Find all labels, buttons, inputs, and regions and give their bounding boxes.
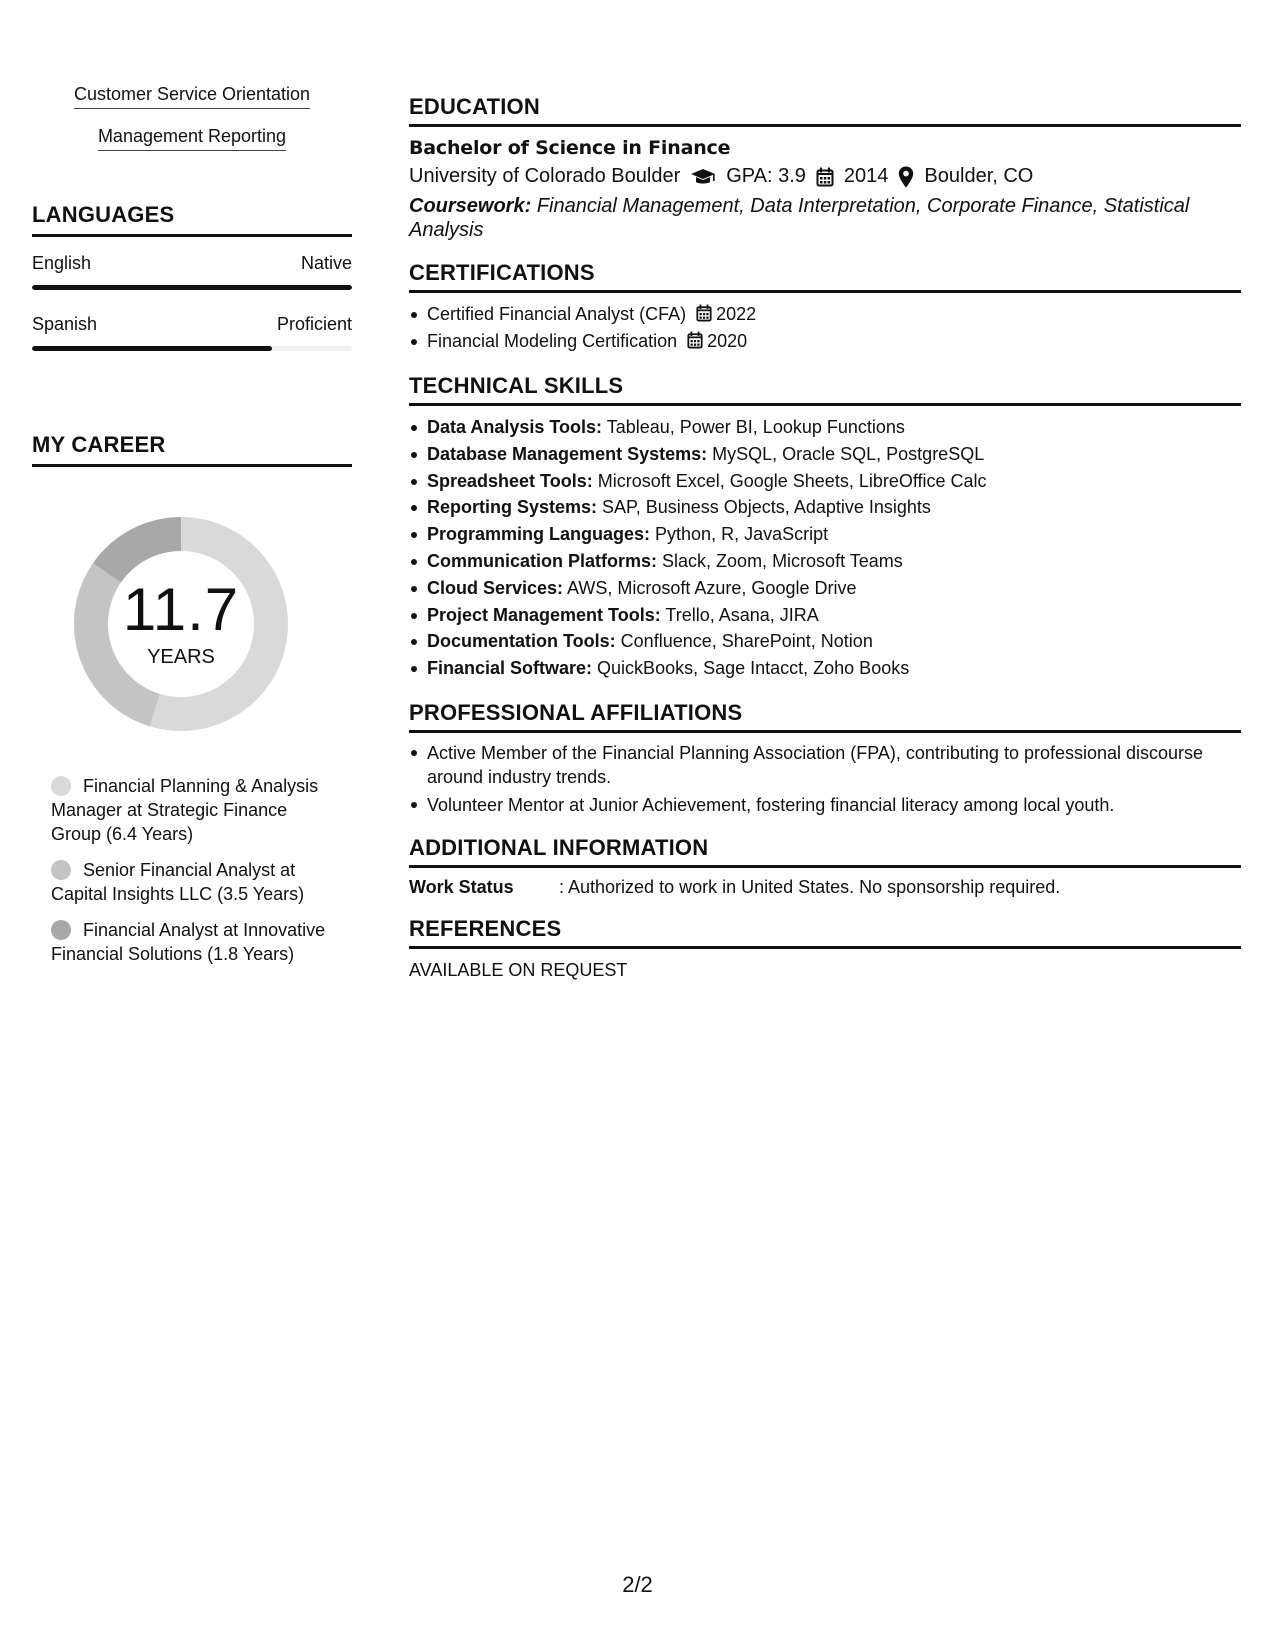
sidebar	[32, 84, 352, 978]
legend-dot	[51, 776, 71, 796]
skill-category: Spreadsheet Tools:	[427, 470, 593, 491]
calendar-icon	[687, 331, 703, 349]
skill-item	[409, 468, 1241, 495]
certifications-heading: CERTIFICATIONS	[409, 260, 1241, 293]
skill-values: SAP, Business Objects, Adaptive Insights	[597, 497, 931, 518]
language-bar-fill	[32, 346, 272, 351]
skill-item	[409, 441, 1241, 468]
additional-info-section	[409, 835, 1241, 898]
certification-name: Certified Financial Analyst (CFA)	[427, 304, 687, 324]
graduation-cap-icon	[690, 168, 716, 186]
work-status-value: : Authorized to work in United States. No sponsorship required.	[559, 876, 1061, 897]
affiliations-list	[409, 741, 1241, 817]
skill-category: Reporting Systems:	[427, 497, 598, 518]
certification-item	[409, 328, 1241, 355]
career-legend-item	[51, 918, 331, 966]
language-row	[32, 314, 352, 335]
school-location: Boulder, CO	[924, 165, 1034, 187]
language-name: Spanish	[32, 314, 98, 334]
education-section	[409, 94, 1241, 242]
skill-values: MySQL, Oracle SQL, PostgreSQL	[707, 443, 985, 464]
work-status-row	[409, 877, 1241, 898]
skill-values: Tableau, Power BI, Lookup Functions	[602, 417, 905, 437]
coursework	[409, 194, 1241, 242]
skill-item	[409, 628, 1241, 655]
skill-customer-service[interactable]: Customer Service Orientation	[74, 84, 310, 109]
languages-heading: LANGUAGES	[32, 202, 352, 237]
language-level: Proficient	[276, 314, 352, 334]
skill-item	[409, 494, 1241, 521]
references-text: AVAILABLE ON REQUEST	[409, 959, 628, 980]
skill-category: Database Management Systems:	[427, 443, 708, 464]
career-total-years: 11.7	[122, 575, 240, 643]
affiliations-section	[409, 700, 1241, 817]
technical-skills-list	[409, 414, 1241, 682]
skill-values: Python, R, JavaScript	[650, 524, 829, 545]
skill-item	[409, 414, 1241, 441]
skill-values: QuickBooks, Sage Intacct, Zoho Books	[592, 658, 910, 679]
skill-item	[409, 521, 1241, 548]
legend-label: Financial Planning & Analysis Manager at Strategic Finance Group (6.4 Years)	[51, 776, 319, 844]
donut-center	[66, 509, 296, 739]
certification-year: 2022	[716, 304, 757, 324]
calendar-icon	[816, 167, 834, 187]
certification-name: Financial Modeling Certification	[427, 331, 678, 351]
skill-category: Documentation Tools:	[427, 631, 616, 652]
career-legend-item	[51, 858, 331, 906]
career-section	[32, 432, 352, 966]
skill-item	[409, 655, 1241, 682]
graduation-year: 2014	[843, 165, 889, 187]
languages-section	[32, 202, 352, 351]
skill-category: Communication Platforms:	[427, 550, 658, 571]
work-status-label: Work Status	[409, 876, 514, 897]
career-legend	[51, 774, 331, 966]
page-number: 2/2	[622, 1572, 653, 1597]
education-meta	[409, 165, 1241, 188]
gpa: GPA: 3.9	[726, 165, 806, 187]
skill-category: Cloud Services:	[427, 577, 564, 598]
career-donut-chart	[66, 509, 296, 739]
references-heading: REFERENCES	[409, 916, 1241, 949]
skill-item	[409, 602, 1241, 629]
coursework-list: Financial Management, Data Interpretation, Corporate Finance, Statistical Analysis	[409, 195, 1190, 241]
additional-info-heading: ADDITIONAL INFORMATION	[409, 835, 1241, 868]
coursework-label: Coursework:	[409, 195, 532, 217]
certification-item	[409, 301, 1241, 328]
location-pin-icon	[898, 166, 914, 188]
certifications-list	[409, 301, 1241, 355]
career-legend-item	[51, 774, 331, 846]
legend-dot	[51, 920, 71, 940]
certification-year: 2020	[707, 331, 748, 351]
skill-item	[409, 548, 1241, 575]
skill-category: Programming Languages:	[427, 524, 651, 545]
school-name: University of Colorado Boulder	[409, 165, 681, 187]
career-total-unit: YEARS	[147, 645, 215, 668]
main-content	[409, 94, 1241, 981]
legend-dot	[51, 860, 71, 880]
affiliation-item: Volunteer Mentor at Junior Achievement, fostering financial literacy among local youth.	[409, 793, 1241, 817]
skill-item	[409, 575, 1241, 602]
skill-category: Data Analysis Tools:	[427, 417, 603, 437]
degree-title: Bachelor of Science in Finance	[409, 137, 731, 159]
affiliation-item: Active Member of the Financial Planning Association (FPA), contributing to professional discourse around industry trends.	[409, 741, 1241, 789]
references-section	[409, 916, 1241, 981]
legend-label: Senior Financial Analyst at Capital Insights LLC (3.5 Years)	[51, 860, 305, 904]
certifications-section	[409, 260, 1241, 355]
skill-values: AWS, Microsoft Azure, Google Drive	[563, 577, 857, 598]
skill-management-reporting[interactable]: Management Reporting	[98, 126, 286, 151]
calendar-icon	[696, 304, 712, 322]
skill-values: Microsoft Excel, Google Sheets, LibreOffice Calc	[592, 470, 987, 491]
technical-skills-heading: TECHNICAL SKILLS	[409, 373, 1241, 406]
legend-label: Financial Analyst at Innovative Financial Solutions (1.8 Years)	[51, 920, 326, 964]
skill-category: Financial Software:	[427, 658, 593, 679]
education-heading: EDUCATION	[409, 94, 1241, 127]
skill-category: Project Management Tools:	[427, 604, 661, 625]
skill-values: Confluence, SharePoint, Notion	[615, 631, 873, 652]
language-bar	[32, 285, 352, 290]
language-level: Native	[300, 253, 352, 273]
technical-skills-section	[409, 373, 1241, 682]
language-bar-fill	[32, 285, 352, 290]
skill-values: Slack, Zoom, Microsoft Teams	[657, 550, 903, 571]
language-name: English	[32, 253, 92, 273]
affiliations-heading: PROFESSIONAL AFFILIATIONS	[409, 700, 1241, 733]
language-row	[32, 253, 352, 274]
language-bar	[32, 346, 352, 351]
career-heading: MY CAREER	[32, 432, 352, 467]
skill-values: Trello, Asana, JIRA	[660, 604, 819, 625]
